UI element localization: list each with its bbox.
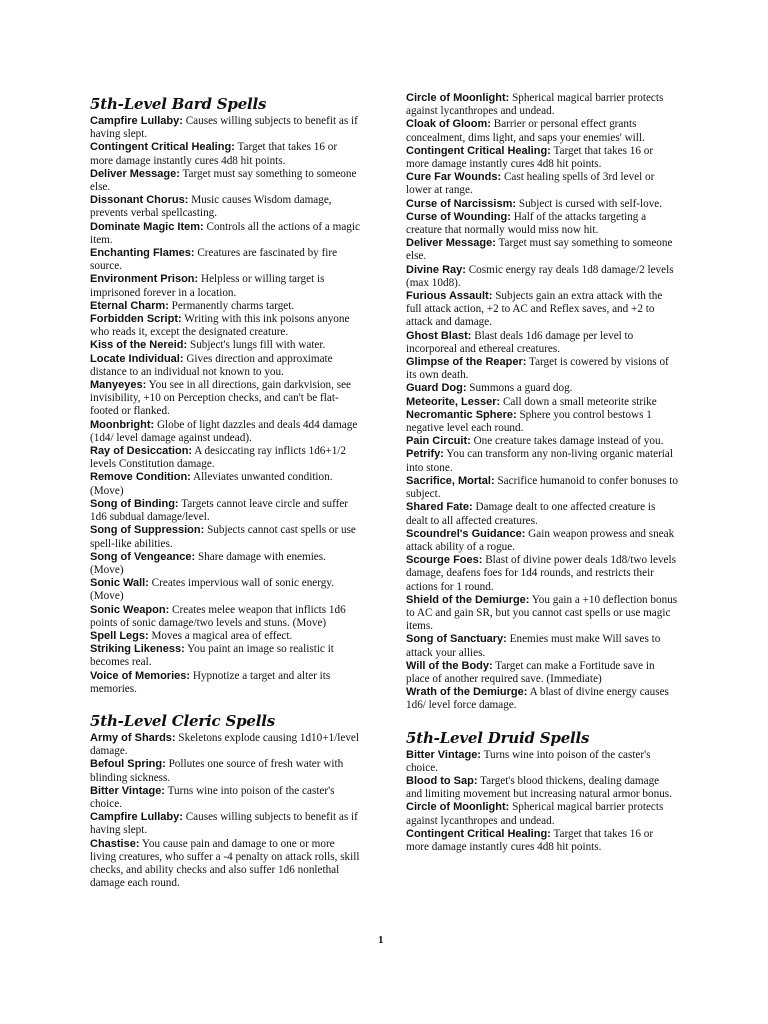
spell-name: Furious Assault: xyxy=(406,290,493,303)
spell-description: You can transform any non-living organic material into stone. xyxy=(406,448,673,474)
spell-entry xyxy=(406,118,678,144)
spell-entry xyxy=(406,686,678,712)
spell-description: Barrier or personal effect grants concealment, dims light, and saps your enemies' will. xyxy=(406,118,645,144)
spell-description: Moves a magical area of effect. xyxy=(148,629,293,642)
spell-name: Sacrifice, Mortal: xyxy=(406,474,495,487)
spell-description: Gives direction and approximate distance to an individual not known to you. xyxy=(90,352,333,378)
spell-name: Curse of Narcissism: xyxy=(406,197,517,210)
spell-name: Deliver Message: xyxy=(90,167,180,180)
spell-entry xyxy=(90,670,362,696)
spell-name: Guard Dog: xyxy=(406,382,467,395)
spell-description: Writing with this ink poisons anyone who reads it, except the designated creature. xyxy=(90,313,350,339)
spell-description: You gain a +10 deflection bonus to AC and gain SR, but you cannot cast spells or use magic items. xyxy=(406,593,678,633)
spell-description: Target must say something to someone else. xyxy=(406,237,673,263)
spell-name: Ghost Blast: xyxy=(406,329,472,342)
spell-description: Turns wine into poison of the caster's choice. xyxy=(406,748,651,774)
spell-description: A desiccating ray inflicts 1d6+1/2 levels Constitution damage. xyxy=(90,445,346,471)
spell-description: Permanently charms target. xyxy=(168,299,295,312)
spell-description: Target is cowered by visions of its own death. xyxy=(406,356,669,382)
spell-name: Striking Likeness: xyxy=(90,643,185,656)
spell-description: Half of the attacks targeting a creature that normally would miss now hit. xyxy=(406,210,647,237)
spell-name: Circle of Moonlight: xyxy=(406,801,510,814)
spell-name: Campfire Lullaby: xyxy=(90,115,183,127)
section-heading: 5th-Level Cleric Spells xyxy=(90,711,276,730)
section-heading: 5th-Level Druid Spells xyxy=(406,728,590,747)
spell-entry xyxy=(90,471,362,497)
spell-description: Target that takes 16 or more damage instantly cures 4d8 hit points. xyxy=(406,827,654,853)
spell-description: Spherical magical barrier protects against lycanthropes and undead. xyxy=(406,801,664,827)
left-column xyxy=(90,94,362,890)
spell-name: Manyeyes: xyxy=(90,379,147,392)
spell-entry xyxy=(90,551,362,577)
spell-name: Necromantic Sphere: xyxy=(406,408,517,421)
spell-description: Sacrifice humanoid to confer bonuses to subject. xyxy=(406,474,678,501)
spell-entry xyxy=(406,145,678,171)
spell-name: Dissonant Chorus: xyxy=(90,194,189,207)
spell-name: Petrify: xyxy=(406,448,444,461)
spell-description: Spherical magical barrier protects against lycanthropes and undead. xyxy=(406,92,664,118)
spell-entry xyxy=(90,811,362,837)
spell-description: Target's blood thickens, dealing damage and limiting movement but increasing natural armor bonus. xyxy=(406,774,672,801)
spell-name: Contingent Critical Healing: xyxy=(406,144,551,157)
spell-name: Blood to Sap: xyxy=(406,774,478,787)
spell-name: Spell Legs: xyxy=(90,629,149,642)
spell-entry xyxy=(406,237,678,263)
spell-entry xyxy=(90,838,362,891)
spell-description: Causes willing subjects to benefit as if having slept. xyxy=(90,811,358,837)
spell-entry xyxy=(406,198,678,211)
spell-entry xyxy=(406,775,678,801)
spell-description: Turns wine into poison of the caster's choice. xyxy=(90,784,335,810)
spell-name: Song of Suppression: xyxy=(90,524,205,537)
spell-entry xyxy=(90,247,362,273)
spell-name: Divine Ray: xyxy=(406,263,466,276)
spell-name: Eternal Charm: xyxy=(90,299,169,312)
spell-description: Pollutes one source of fresh water with blinding sickness. xyxy=(90,758,344,784)
spell-entry xyxy=(406,330,678,356)
spell-entry xyxy=(406,92,678,118)
spell-name: Bitter Vintage: xyxy=(406,748,481,761)
spell-description: Creatures are fascinated by fire source. xyxy=(90,247,338,273)
spell-name: Sonic Wall: xyxy=(90,577,149,590)
spell-entry xyxy=(406,448,678,474)
spell-description: Hypnotize a target and alter its memories. xyxy=(90,669,331,695)
spell-entry xyxy=(90,524,362,550)
spell-description: Subjects gain an extra attack with the full attack action, +2 to AC and Reflex saves, and +2 to attack and damage. xyxy=(406,290,663,329)
spell-name: Will of the Body: xyxy=(406,659,493,672)
spell-description: Helpless or willing target is imprisoned forever in a location. xyxy=(90,273,325,299)
spell-description: Controls all the actions of a magic item. xyxy=(90,220,360,246)
spell-entry xyxy=(406,171,678,197)
spell-name: Forbidden Script: xyxy=(90,313,182,326)
spell-entry xyxy=(90,445,362,471)
spell-name: Bitter Vintage: xyxy=(90,784,165,797)
right-column xyxy=(406,92,678,854)
spell-description: Summons a guard dog. xyxy=(466,382,573,395)
spell-name: Cure Far Wounds: xyxy=(406,171,502,184)
spell-description: Targets cannot leave circle and suffer 1d6 subdual damage/level. xyxy=(90,497,349,524)
spell-description: Target can make a Fortitude save in place of another required save. (Immediate) xyxy=(406,659,655,685)
spell-description: You cause pain and damage to one or more living creatures, who suffer a -4 penalty on attack rolls, skill checks, and ability checks and also suffer 1d6 nonlethal damage each round. xyxy=(90,837,360,890)
spell-description: Blast deals 1d6 damage per level to incorporeal and ethereal creatures. xyxy=(406,329,634,355)
spell-description: Damage dealt to one affected creature is dealt to all affected creatures. xyxy=(406,501,656,527)
spell-description: Music causes Wisdom damage, prevents verbal spellcasting. xyxy=(90,194,332,220)
spell-description: Alleviates unwanted condition. (Move) xyxy=(90,471,333,497)
spell-description: Sphere you control bestows 1 negative level each round. xyxy=(406,408,652,435)
spell-description: Cosmic energy ray deals 1d8 damage/2 levels (max 10d8). xyxy=(406,263,674,289)
spell-name: Locate Individual: xyxy=(90,352,184,365)
spell-description: Globe of light dazzles and deals 4d4 damage (1d4/ level damage against undead). xyxy=(90,418,358,444)
spell-entry xyxy=(406,396,678,409)
spell-name: Scoundrel's Guidance: xyxy=(406,527,526,540)
spell-description: Creates melee weapon that inflicts 1d6 points of sonic damage/two levels and stuns. (Move) xyxy=(90,603,346,629)
spell-name: Voice of Memories: xyxy=(90,669,191,682)
spell-description: Skeletons explode causing 1d10+1/level damage. xyxy=(90,731,359,758)
spell-entry xyxy=(406,633,678,659)
spell-name: Contingent Critical Healing: xyxy=(406,827,551,840)
spell-name: Environment Prison: xyxy=(90,273,199,286)
spell-entry xyxy=(90,577,362,603)
spell-description: Subject's lungs fill with water. xyxy=(187,339,326,352)
spell-entry xyxy=(406,435,678,448)
spell-description: Creates impervious wall of sonic energy. (Move) xyxy=(90,577,335,603)
spell-entry xyxy=(90,498,362,524)
spell-entry xyxy=(90,379,362,419)
spell-description: Gain weapon prowess and sneak attack ability of a rogue. xyxy=(406,527,675,553)
spell-description: Share damage with enemies. (Move) xyxy=(90,550,326,576)
spell-entry xyxy=(90,643,362,669)
spell-name: Deliver Message: xyxy=(406,237,496,250)
spell-entry xyxy=(90,273,362,299)
spell-name: Song of Sanctuary: xyxy=(406,633,507,646)
spell-description: Target that takes 16 or more damage instantly cures 4d8 hit points. xyxy=(90,141,338,167)
spell-entry xyxy=(90,732,362,758)
spell-name: Befoul Spring: xyxy=(90,758,166,771)
spell-name: Scourge Foes: xyxy=(406,554,483,567)
spell-name: Pain Circuit: xyxy=(406,435,471,448)
spell-entry xyxy=(406,501,678,527)
spell-name: Meteorite, Lesser: xyxy=(406,395,501,408)
spell-name: Cloak of Gloom: xyxy=(406,118,491,131)
spell-name: Circle of Moonlight: xyxy=(406,92,510,104)
spell-name: Curse of Wounding: xyxy=(406,210,511,223)
spell-entry xyxy=(90,353,362,379)
spell-description: Subjects cannot cast spells or use spell-like abilities. xyxy=(90,524,356,550)
spell-description: Enemies must make Will saves to attack your allies. xyxy=(406,633,661,659)
spell-entry xyxy=(90,168,362,194)
page-number: 1 xyxy=(378,934,384,946)
spell-entry xyxy=(90,194,362,220)
spell-description: Call down a small meteorite strike xyxy=(500,395,657,408)
spell-entry xyxy=(406,290,678,330)
spell-name: Shield of the Demiurge: xyxy=(406,593,530,606)
spell-name: Ray of Desiccation: xyxy=(90,445,193,458)
spell-entry xyxy=(90,785,362,811)
spell-entry xyxy=(90,221,362,247)
spell-name: Dominate Magic Item: xyxy=(90,220,204,233)
spell-entry xyxy=(406,409,678,435)
spell-description: Target must say something to someone else. xyxy=(90,167,357,194)
spell-entry xyxy=(90,313,362,339)
spell-entry xyxy=(406,475,678,501)
spell-name: Army of Shards: xyxy=(90,731,176,744)
spell-entry xyxy=(406,554,678,594)
spell-name: Moonbright: xyxy=(90,418,155,431)
spell-description: Subject is cursed with self-love. xyxy=(516,197,663,210)
spell-name: Wrath of the Demiurge: xyxy=(406,686,528,699)
spell-name: Campfire Lullaby: xyxy=(90,811,183,824)
spell-entry xyxy=(406,801,678,827)
spell-description: Blast of divine power deals 1d8/two levels damage, deafens foes for 1d4 rounds, and restricts their actions for 1 round. xyxy=(406,554,676,593)
spell-entry xyxy=(406,828,678,854)
spell-entry xyxy=(406,356,678,382)
spell-name: Sonic Weapon: xyxy=(90,603,170,616)
spell-name: Shared Fate: xyxy=(406,501,473,514)
spell-name: Glimpse of the Reaper: xyxy=(406,356,527,369)
spell-entry xyxy=(90,604,362,630)
spell-name: Remove Condition: xyxy=(90,471,191,484)
spell-entry xyxy=(90,141,362,167)
spell-description: A blast of divine energy causes 1d6/ level force damage. xyxy=(406,686,669,712)
spell-name: Chastise: xyxy=(90,837,140,850)
spell-entry xyxy=(90,115,362,141)
spell-description: You paint an image so realistic it becomes real. xyxy=(90,643,334,669)
spell-description: Causes willing subjects to benefit as if having slept. xyxy=(90,115,358,141)
spell-description: Target that takes 16 or more damage instantly cures 4d8 hit points. xyxy=(406,144,654,171)
spell-description: Cast healing spells of 3rd level or lower at range. xyxy=(406,171,655,197)
spell-entry xyxy=(406,528,678,554)
spell-entry xyxy=(90,300,362,313)
section-heading: 5th-Level Bard Spells xyxy=(90,95,267,113)
spell-name: Song of Vengeance: xyxy=(90,550,196,563)
spell-name: Kiss of the Nereid: xyxy=(90,339,188,352)
spell-name: Contingent Critical Healing: xyxy=(90,141,235,154)
spell-name: Enchanting Flames: xyxy=(90,247,195,260)
spell-entry xyxy=(406,594,678,634)
spell-entry xyxy=(90,419,362,445)
spell-entry xyxy=(90,339,362,352)
spell-description: One creature takes damage instead of you. xyxy=(470,435,664,448)
spell-entry xyxy=(406,264,678,290)
spell-entry xyxy=(406,749,678,775)
spell-entry xyxy=(90,758,362,784)
spell-name: Song of Binding: xyxy=(90,497,179,510)
spell-entry xyxy=(406,382,678,395)
spell-entry xyxy=(406,660,678,686)
spell-entry xyxy=(90,630,362,643)
spell-description: You see in all directions, gain darkvision, see invisibility, +10 on Perception checks, and can't be flat-footed or flanked. xyxy=(90,379,352,418)
spell-entry xyxy=(406,211,678,237)
